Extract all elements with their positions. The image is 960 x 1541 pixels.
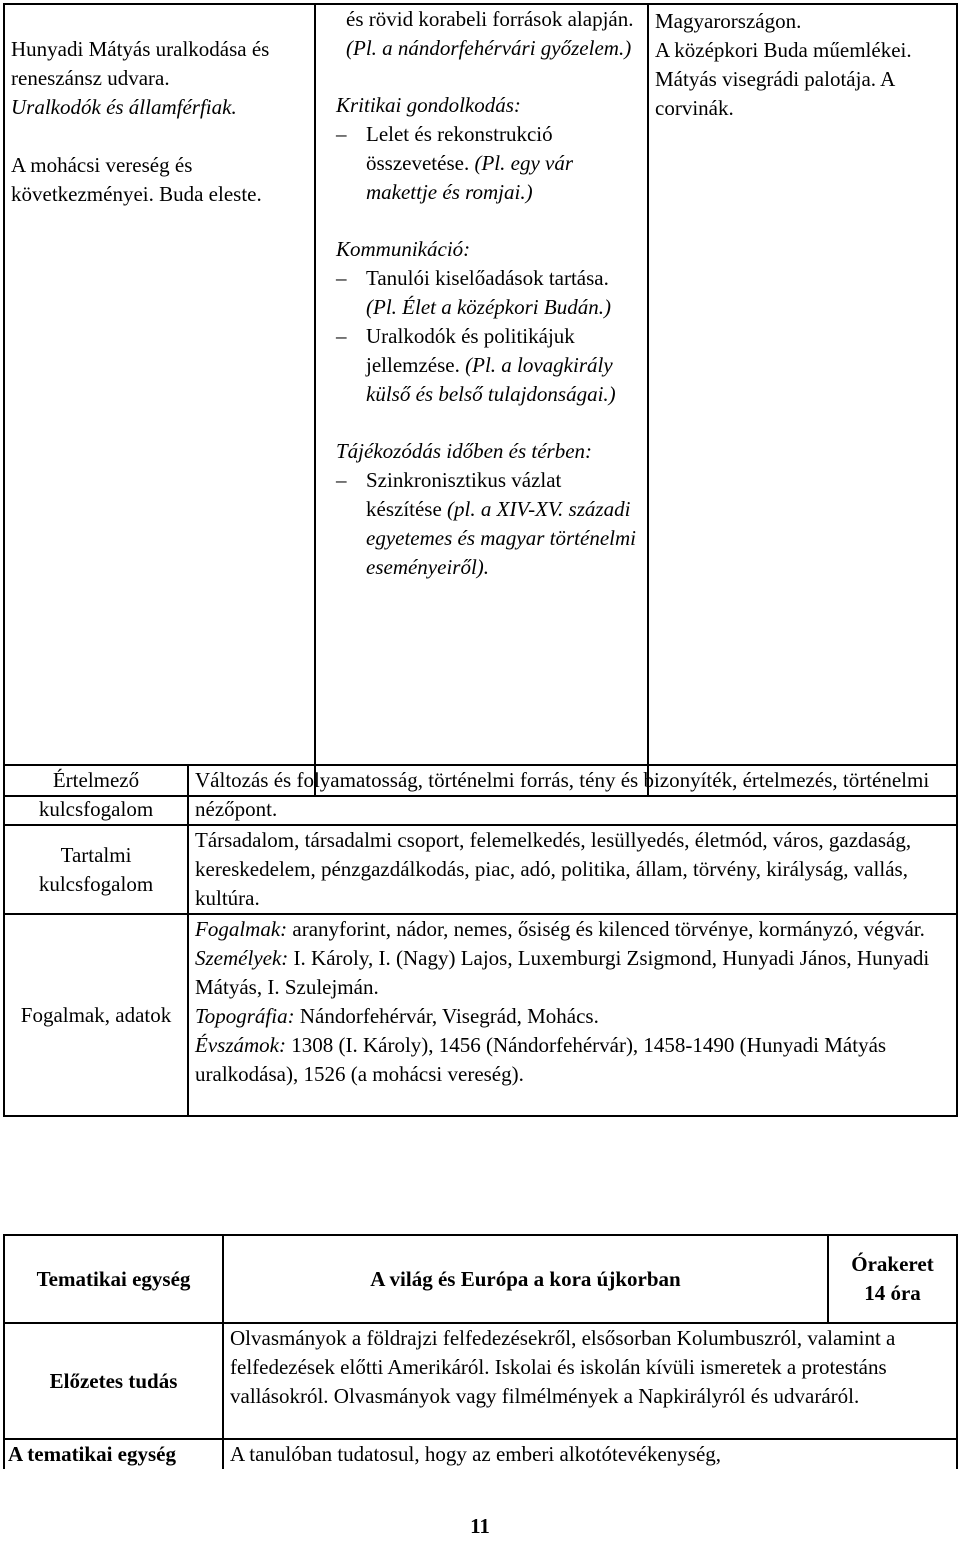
- tartalmi-text: Társadalom, társadalmi csoport, felemelkedés, lesüllyedés, életmód, város, gazdaság, kereskedelem, pénzgazdálkodás, piac, adó, politika, állam, törvény, királyság, vallás, kultúra.: [188, 825, 957, 914]
- szemelyek-row: [195, 944, 950, 1002]
- row-label: Fogalmak:: [195, 917, 288, 941]
- orakeret-value: 14 óra: [864, 1281, 921, 1305]
- orakeret-cell: [828, 1235, 957, 1323]
- tematikai-label: Tematikai egység: [4, 1235, 223, 1323]
- elozetes-label: Előzetes tudás: [4, 1323, 223, 1439]
- section-kommunikacio: [336, 235, 641, 409]
- fogalmak-row: [195, 915, 950, 944]
- cel-text: A tanulóban tudatosul, hogy az emberi alkotótevékenység,: [223, 1439, 957, 1469]
- tartalmi-label: Tartalmi kulcsfogalom: [4, 825, 188, 914]
- page-number: 11: [470, 1514, 490, 1538]
- list-item: [366, 322, 641, 409]
- section-tajekozodas: [336, 437, 641, 582]
- top-table: [3, 3, 958, 797]
- cel-label: A tematikai egység: [4, 1439, 223, 1469]
- row-text: aranyforint, nádor, nemes, ősiség és kilenced törvénye, kormányzó, végvár.: [287, 917, 925, 941]
- fogalmak-label: Fogalmak, adatok: [4, 914, 188, 1116]
- section-heading: Kritikai gondolkodás:: [336, 93, 521, 117]
- left-line-3: A mohácsi vereség és következményei. Buda eleste.: [11, 153, 262, 206]
- intro-italic: (Pl. a nándorfehérvári győzelem.): [346, 36, 632, 60]
- left-line-2: Uralkodók és államférfiak.: [11, 95, 237, 119]
- ertelmezo-label: Értelmező kulcsfogalom: [4, 765, 188, 825]
- topografia-row: [195, 1002, 950, 1031]
- item-text: Tanulói kiselőadások tartása.: [366, 266, 609, 290]
- right-line-2: A középkori Buda műemlékei.: [655, 38, 912, 62]
- top-left-cell: [4, 4, 315, 796]
- right-line-3: Mátyás visegrádi palotája. A corvinák.: [655, 67, 895, 120]
- row-label: Évszámok:: [195, 1033, 286, 1057]
- item-text: Lelet és rekonstrukció összevetése.: [366, 122, 553, 175]
- left-line-1: Hunyadi Mátyás uralkodása és reneszánsz udvara.: [11, 37, 270, 90]
- section-heading: Kommunikáció:: [336, 237, 471, 261]
- section-kritikai: [336, 91, 641, 207]
- item-text: Uralkodók és politikájuk jellemzése.: [366, 324, 575, 377]
- unit-title: A világ és Európa a kora újkorban: [223, 1235, 828, 1323]
- unit-table: [3, 1234, 958, 1469]
- concepts-table: [3, 764, 958, 1117]
- row-label: Topográfia:: [195, 1004, 295, 1028]
- row-text: Nándorfehérvár, Visegrád, Mohács.: [294, 1004, 599, 1028]
- top-middle-cell: [315, 4, 648, 796]
- intro-plain: és rövid korabeli források alapján.: [346, 7, 634, 31]
- list-item: [366, 264, 641, 322]
- evszamok-row: [195, 1031, 950, 1089]
- item-example: (Pl. egy vár makettje és romjai.): [366, 151, 574, 204]
- fogalmak-cell: [188, 914, 957, 1116]
- section-heading: Tájékozódás időben és térben:: [336, 439, 593, 463]
- ertelmezo-text: Változás és folyamatosság, történelmi forrás, tény és bizonyíték, értelmezés, történelmi nézőpont.: [188, 765, 957, 825]
- orakeret-label: Órakeret: [851, 1252, 934, 1276]
- middle-intro: [336, 5, 641, 63]
- row-label: Személyek:: [195, 946, 289, 970]
- elozetes-text: Olvasmányok a földrajzi felfedezésekről, elsősorban Kolumbuszról, valamint a felfedezések előtti Amerikáról. Iskolai és iskolán kívüli ismeretek a protestáns vallásokról. Olvasmányok vagy filmélmények a Napkirályról és udvaráról.: [223, 1323, 957, 1439]
- item-text: Szinkronisztikus vázlat készítése: [366, 468, 562, 521]
- list-item: [366, 466, 641, 582]
- row-text: I. Károly, I. (Nagy) Lajos, Luxemburgi Zsigmond, Hunyadi János, Hunyadi Mátyás, I. Szulejmán.: [195, 946, 930, 999]
- right-line-1: Magyarországon.: [655, 9, 802, 33]
- item-example: (Pl. a lovagkirály külső és belső tulajdonságai.): [366, 353, 616, 406]
- top-right-cell: [648, 4, 957, 796]
- list-item: [366, 120, 641, 207]
- row-text: 1308 (I. Károly), 1456 (Nándorfehérvár), 1458-1490 (Hunyadi Mátyás uralkodása), 1526 (a mohácsi vereség).: [195, 1033, 887, 1086]
- item-example: (pl. a XIV-XV. századi egyetemes és magyar történelmi eseményeiről).: [366, 497, 636, 579]
- item-example: (Pl. Élet a középkori Budán.): [366, 295, 611, 319]
